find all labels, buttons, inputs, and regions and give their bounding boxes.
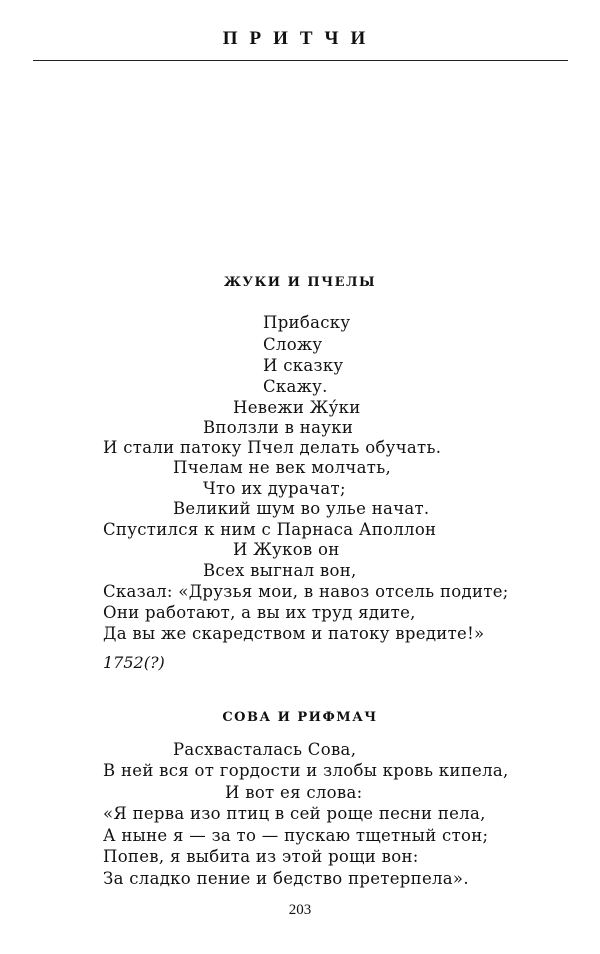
poem-line: Невежи Жу́ки — [233, 398, 361, 417]
poem-line: И Жуков он — [233, 540, 340, 559]
poem-title: ЖУКИ И ПЧЕЛЫ — [223, 275, 377, 290]
poem-line: А ныне я — за то — пускаю тщетный стон; — [103, 826, 489, 845]
poem-line: За сладко пение и бедство претерпела». — [103, 869, 469, 888]
running-header: ПРИТЧИ — [222, 28, 378, 49]
poem-title: СОВА И РИФМАЧ — [222, 710, 378, 725]
poem-line: Вползли в науки — [203, 418, 354, 437]
poem-line: И сказку — [263, 356, 344, 375]
poem-line: Пчелам не век молчать, — [173, 458, 392, 477]
poem-line: Они работают, а вы их труд ядите, — [103, 603, 416, 622]
page-number: 203 — [288, 902, 312, 918]
poem-line: В ней вся от гордости и злобы кровь кипела, — [103, 761, 509, 780]
poem-line: «Я перва изо птиц в сей роще песни пела, — [103, 804, 486, 823]
poem-line: Сложу — [263, 335, 323, 354]
poem-line: Великий шум во улье начат. — [173, 499, 430, 518]
poem-line: Что их дурачат; — [203, 479, 346, 498]
poem-line: Всех выгнал вон, — [203, 561, 357, 580]
poem-line: И вот ея слова: — [225, 783, 363, 802]
poem-line: И стали патоку Пчел делать обучать. — [103, 438, 442, 457]
poem-line: Попев, я выбита из этой рощи вон: — [103, 847, 419, 866]
poem-date: 1752(?) — [103, 653, 165, 672]
poem-line: Спустился к ним с Парнаса Аполлон — [103, 520, 437, 539]
poem-line: Скажу. — [263, 377, 328, 396]
poem-line: Прибаску — [263, 313, 351, 332]
poem-line: Да вы же скаредством и патоку вредите!» — [103, 624, 485, 643]
poem-line: Сказал: «Друзья мои, в навоз отсель подите; — [103, 582, 509, 601]
poem-line: Расхвасталась Сова, — [173, 740, 357, 759]
header-rule — [33, 60, 568, 61]
